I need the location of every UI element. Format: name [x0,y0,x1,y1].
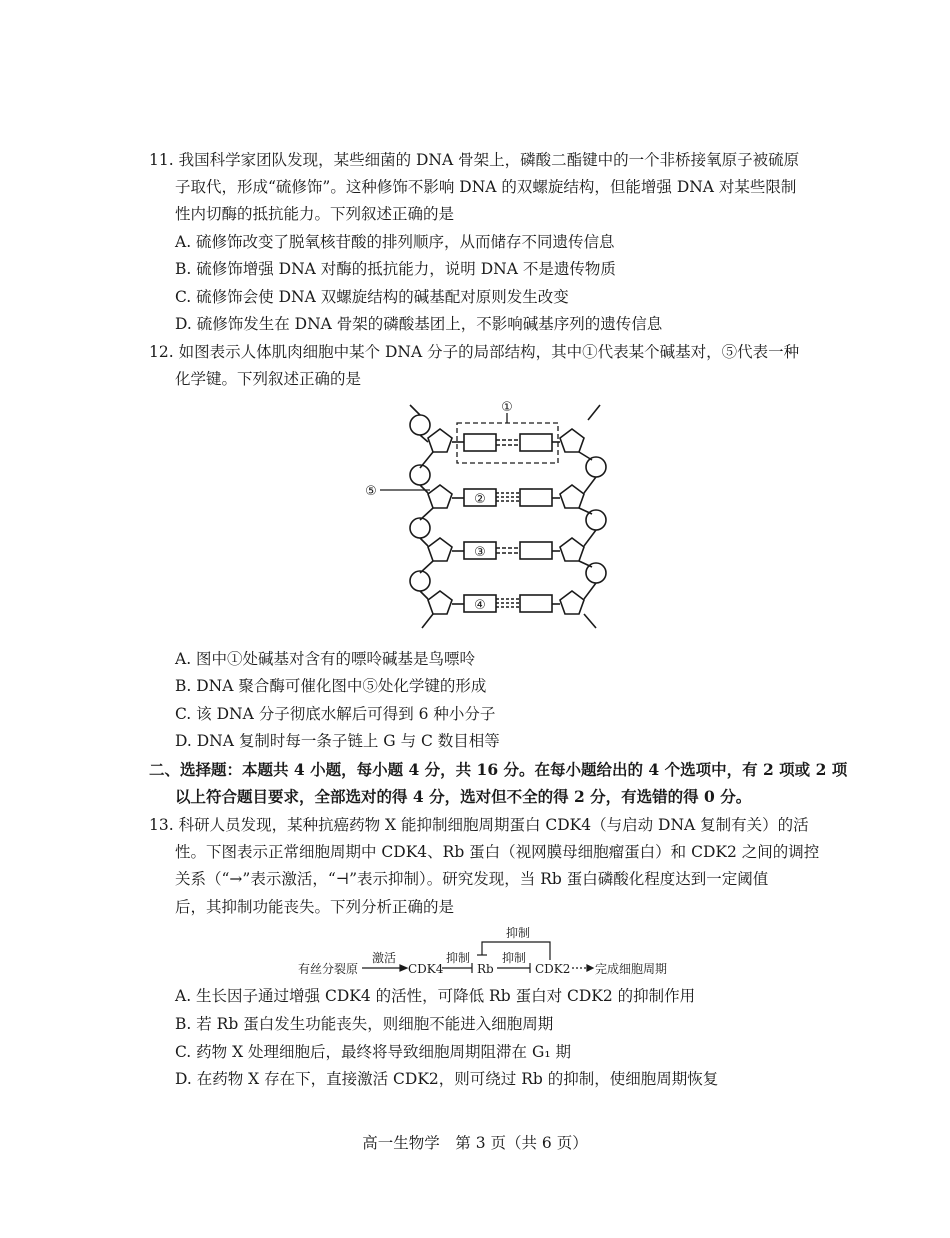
deoxyribose-right-2 [560,485,584,508]
pathway-inhibit-label-2: 抑制 [502,951,527,965]
q11-stem-line-3: 性内切酶的抵抗能力。下列叙述正确的是 [175,205,455,223]
page-footer: 高一生物学 第 3 页（共 6 页） [362,1134,588,1152]
phosphate-left-3 [410,518,430,538]
dna-right-backbone-top [588,405,600,420]
pathway-inhibit-label-1: 抑制 [446,951,471,965]
phosphate-left-4 [410,571,430,591]
q12-option-b: B. DNA 聚合酶可催化图中⑤处化学键的形成 [175,677,487,695]
dna-right-backbone-bottom [584,614,596,628]
pathway-activate-label: 激活 [372,951,397,965]
q12-option-c: C. 该 DNA 分子彻底水解后可得到 6 种小分子 [175,705,496,723]
q13-option-a: A. 生长因子通过增强 CDK4 的活性，可降低 Rb 蛋白对 CDK2 的抑制作用 [175,987,696,1005]
pathway-cdk4: CDK4 [408,962,444,976]
label-2: ② [474,492,486,507]
deoxyribose-right-4 [560,591,584,614]
deoxyribose-left-1 [428,429,452,452]
base-right-3 [520,542,552,559]
q11-option-b: B. 硫修饰增强 DNA 对酶的抵抗能力，说明 DNA 不是遗传物质 [175,260,616,278]
deoxyribose-left-4 [428,591,452,614]
base-right-1 [520,434,552,451]
q11-stem-line-1: 11. 我国科学家团队发现，某些细菌的 DNA 骨架上，磷酸二酯键中的一个非桥接氧原子被硫原 [149,151,800,169]
cdk-pathway-diagram [290,922,690,980]
label-4: ④ [474,598,486,613]
base-right-2 [520,489,552,506]
dna-left-backbone-link [420,538,428,546]
dna-right-backbone-link [584,583,596,599]
deoxyribose-left-3 [428,538,452,561]
phosphate-right-2 [586,510,606,530]
dna-left-backbone-link [420,435,428,442]
deoxyribose-left-2 [428,485,452,508]
q12-stem-line-1: 12. 如图表示人体肌肉细胞中某个 DNA 分子的局部结构，其中①代表某个碱基对，⑤代表一种 [149,343,800,361]
q13-option-b: B. 若 Rb 蛋白发生功能丧失，则细胞不能进入细胞周期 [175,1015,554,1033]
dna-left-backbone-link [420,591,428,599]
q11-option-a: A. 硫修饰改变了脱氧核苷酸的排列顺序，从而储存不同遗传信息 [175,233,615,251]
label-5: ⑤ [365,484,377,499]
section-2-header-line-2: 以上符合题目要求，全部选对的得 4 分，选对但不全的得 2 分，有选错的得 0 分。 [175,787,752,806]
dna-left-backbone-bottom [422,614,433,628]
pathway-arrowhead [587,965,593,971]
q13-option-c: C. 药物 X 处理细胞后，最终将导致细胞周期阻滞在 G₁ 期 [175,1043,572,1061]
pathway-mitogen: 有丝分裂原 [298,962,359,976]
dna-right-backbone-link [584,477,596,493]
deoxyribose-right-3 [560,538,584,561]
q11-option-c: C. 硫修饰会使 DNA 双螺旋结构的碱基配对原则发生改变 [175,288,569,306]
phosphate-right-3 [586,563,606,583]
pathway-rb: Rb [477,962,494,976]
q12-option-a: A. 图中①处碱基对含有的嘌呤碱基是鸟嘌呤 [175,650,476,668]
label-3: ③ [474,545,486,560]
q12-stem-line-2: 化学键。下列叙述正确的是 [175,370,362,388]
pathway-inhibit-label-top: 抑制 [506,926,531,940]
dna-left-backbone-link [420,485,428,493]
base-right-4 [520,595,552,612]
phosphate-right-1 [586,457,606,477]
q13-stem-line-1: 13. 科研人员发现，某种抗癌药物 X 能抑制细胞周期蛋白 CDK4（与启动 DNA 复制有关）的活 [149,816,809,834]
pathway-arrowhead [400,965,407,971]
phosphate-left-1 [410,415,430,435]
dna-right-backbone-link [584,530,596,546]
q12-option-d: D. DNA 复制时每一条子链上 G 与 C 数目相等 [175,732,500,750]
deoxyribose-right-1 [560,429,584,452]
q11-option-d: D. 硫修饰发生在 DNA 骨架的磷酸基团上，不影响碱基序列的遗传信息 [175,315,663,333]
q13-stem-line-2: 性。下图表示正常细胞周期中 CDK4、Rb 蛋白（视网膜母细胞瘤蛋白）和 CDK2 之间的调控 [175,843,820,861]
pathway-complete: 完成细胞周期 [595,962,668,976]
q11-stem-line-2: 子取代，形成“硫修饰”。这种修饰不影响 DNA 的双螺旋结构，但能增强 DNA 对某些限制 [175,178,797,196]
dna-structure-figure [360,398,620,638]
q13-stem-line-4: 后，其抑制功能丧失。下列分析正确的是 [175,898,455,916]
section-2-header-line-1: 二、选择题：本题共 4 小题，每小题 4 分，共 16 分。在每小题给出的 4 个选项中，有 2 项或 2 项 [149,760,848,779]
dna-left-backbone-top [410,405,420,415]
q13-stem-line-3: 关系（“→”表示激活，“⊣”表示抑制）。研究发现，当 Rb 蛋白磷酸化程度达到一定阈值 [175,870,769,888]
pathway-cdk2: CDK2 [535,962,571,976]
label-1: ① [501,400,513,415]
q13-option-d: D. 在药物 X 存在下，直接激活 CDK2，则可绕过 Rb 的抑制，使细胞周期恢复 [175,1070,719,1088]
base-pair-highlight-box [457,423,558,463]
base-left-1 [464,434,496,451]
